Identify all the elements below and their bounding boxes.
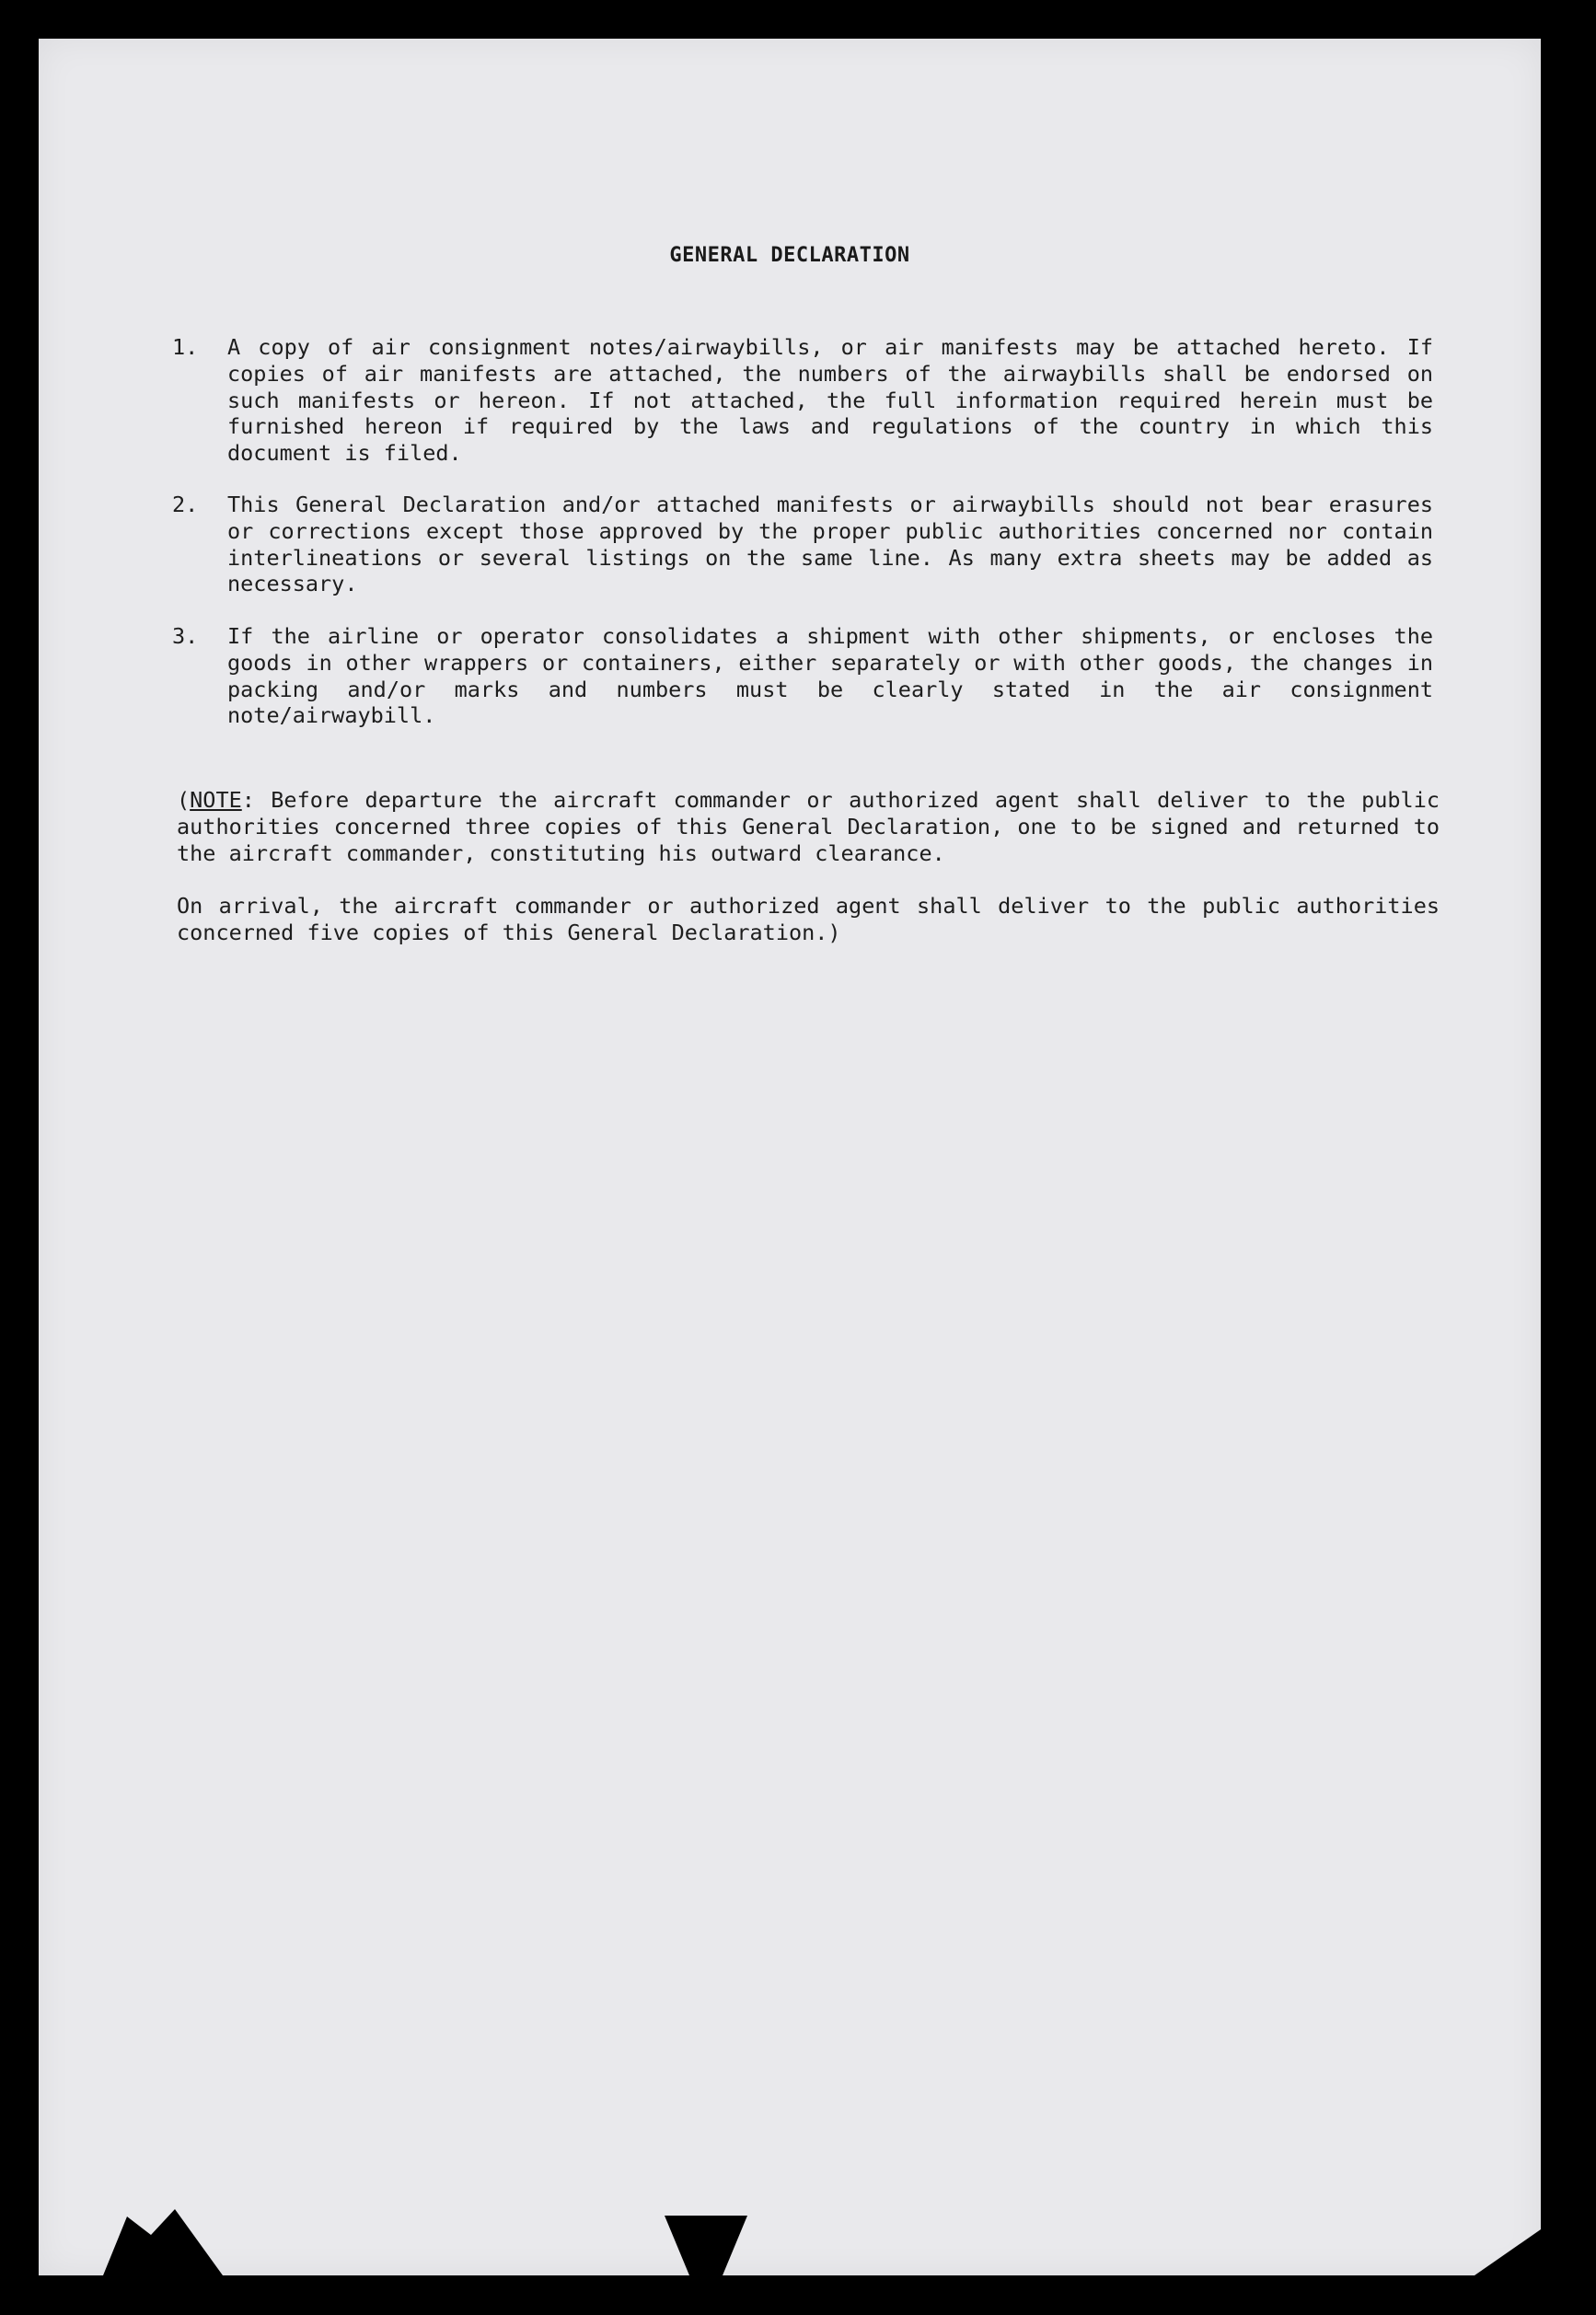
arrival-paragraph: On arrival, the aircraft commander or authorized agent shall deliver to the public authorities concerned five copies of this General Declaration.) [177,893,1440,945]
torn-edge [665,2216,747,2275]
torn-edge [103,2202,223,2275]
document-page [39,39,1541,2275]
note-label: NOTE [190,787,242,813]
item-text: If the airline or operator consolidates a shipment with other shipments, or encloses the goods in other wrappers or containers, either separately or with other goods, the changes in packing and/or marks and numbers must be clearly stated in the air consignment note/airwaybill. [227,623,1433,729]
item-number: 2. [172,492,199,517]
item-text: This General Declaration and/or attached manifests or airwaybills should not bear erasures or corrections except those approved by the proper public authorities concerned nor contain interlineations or several listings on the same line. As many extra sheets may be added as necessary. [227,492,1433,597]
item-text: A copy of air consignment notes/airwaybills, or air manifests may be attached hereto. If copies of air manifests are attached, the numbers of the airwaybills shall be endorsed on such manifests or hereon. If not attached, the full information required herein must be furnished hereon if required by the laws and regulations of the country in which this document is filed. [227,334,1433,467]
note-open-paren: ( [177,787,191,813]
torn-edge [1475,2229,1541,2275]
item-number: 1. [172,334,199,360]
note-text: Before departure the aircraft commander or authorized agent shall deliver to the public authorities concerned three copies of this General Declaration, one to be signed and returned to the aircraft commander, constituting his outward clearance. [177,787,1440,866]
item-number: 3. [172,623,199,649]
note-paragraph [177,787,1440,866]
note-colon: : [241,787,255,813]
document-title: GENERAL DECLARATION [669,244,910,267]
